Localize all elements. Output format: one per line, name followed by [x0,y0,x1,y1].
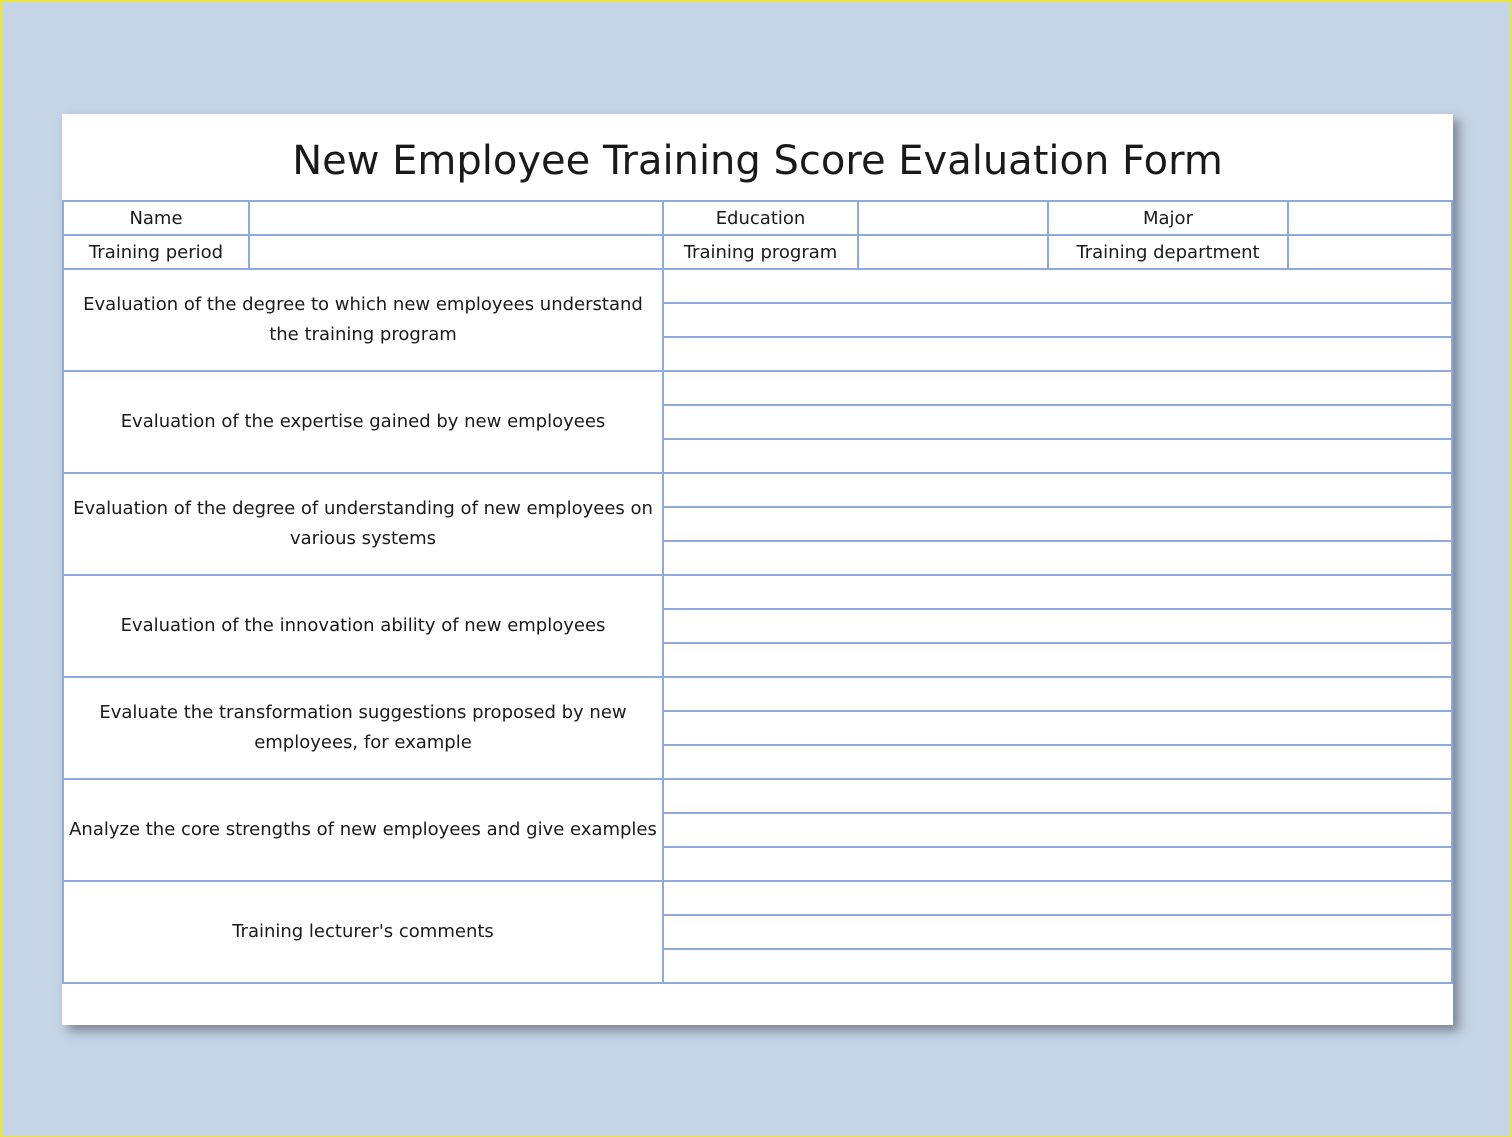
answer-line[interactable] [663,541,1452,575]
criterion-row [63,881,1452,915]
answer-line[interactable] [663,915,1452,949]
answer-line[interactable] [663,269,1452,303]
answer-line[interactable] [663,371,1452,405]
answer-line[interactable] [663,779,1452,813]
criterion-row [63,677,1452,711]
answer-line[interactable] [663,609,1452,643]
criterion-label: Training lecturer's comments [63,881,663,983]
answer-line[interactable] [663,677,1452,711]
answer-line[interactable] [663,473,1452,507]
criterion-row [63,269,1452,303]
answer-line[interactable] [663,405,1452,439]
answer-line[interactable] [663,337,1452,371]
criterion-row [63,371,1452,405]
form-title: New Employee Training Score Evaluation Form [292,138,1223,184]
answer-line[interactable] [663,813,1452,847]
criterion-row [63,779,1452,813]
answer-line[interactable] [663,439,1452,473]
education-label: Education [663,201,858,235]
criterion-label: Evaluation of the degree to which new employees understand the training program [63,269,663,371]
answer-line[interactable] [663,711,1452,745]
criterion-label: Evaluate the transformation suggestions proposed by new employees, for example [63,677,663,779]
answer-line[interactable] [663,847,1452,881]
training-program-label: Training program [663,235,858,269]
major-field[interactable] [1288,201,1452,235]
answer-line[interactable] [663,881,1452,915]
answer-line[interactable] [663,745,1452,779]
criterion-label: Evaluation of the degree of understanding of new employees on various systems [63,473,663,575]
criterion-label: Evaluation of the innovation ability of new employees [63,575,663,677]
education-field[interactable] [858,201,1048,235]
evaluation-form-sheet [62,114,1453,1025]
major-label: Major [1048,201,1288,235]
answer-line[interactable] [663,949,1452,983]
criterion-row [63,575,1452,609]
criterion-row [63,473,1452,507]
training-program-field[interactable] [858,235,1048,269]
training-department-field[interactable] [1288,235,1452,269]
criterion-label: Evaluation of the expertise gained by new employees [63,371,663,473]
criterion-label: Analyze the core strengths of new employees and give examples [63,779,663,881]
info-row-2 [63,235,1452,269]
answer-line[interactable] [663,575,1452,609]
training-period-field[interactable] [249,235,663,269]
evaluation-table [62,200,1453,984]
name-label: Name [63,201,249,235]
info-row-1 [63,201,1452,235]
training-department-label: Training department [1048,235,1288,269]
answer-line[interactable] [663,643,1452,677]
answer-line[interactable] [663,303,1452,337]
name-field[interactable] [249,201,663,235]
training-period-label: Training period [63,235,249,269]
answer-line[interactable] [663,507,1452,541]
